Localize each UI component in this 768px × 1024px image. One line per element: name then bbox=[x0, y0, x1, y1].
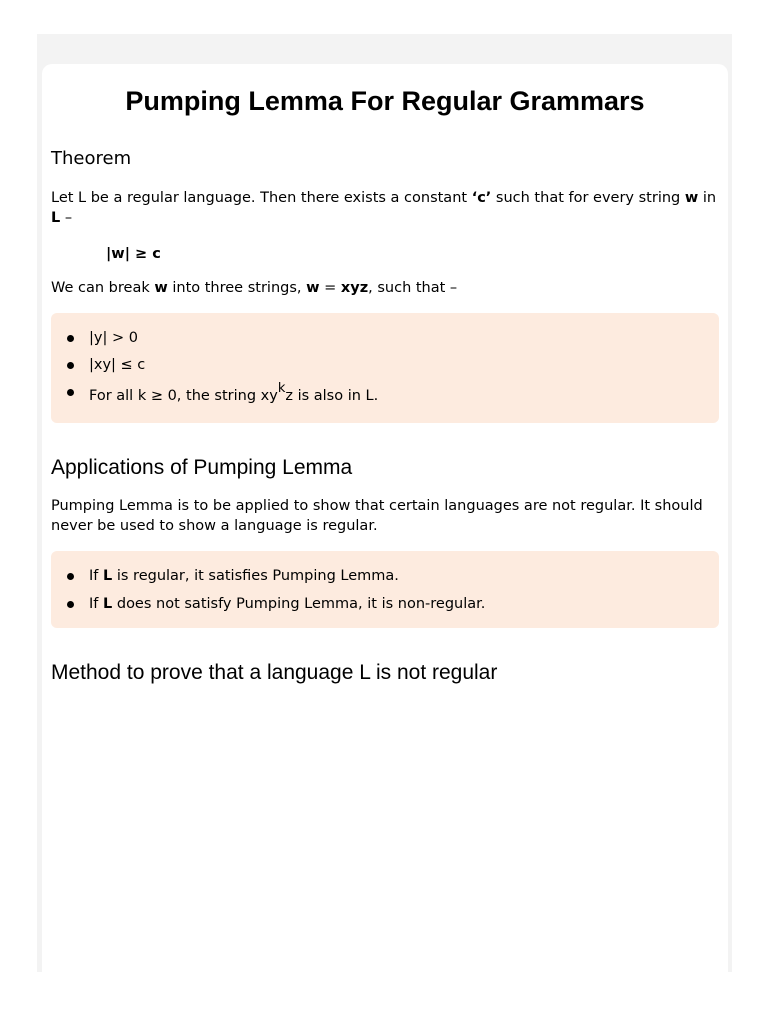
bullet-icon bbox=[67, 389, 74, 396]
var-w: w bbox=[154, 280, 168, 296]
superscript-k: k bbox=[277, 381, 286, 397]
bullet-icon bbox=[67, 601, 74, 608]
list-item-text: z is also in L. bbox=[285, 388, 379, 404]
applications-heading: Applications of Pumping Lemma bbox=[51, 456, 353, 479]
bullet-icon bbox=[67, 335, 74, 342]
applications-text: Pumping Lemma is to be applied to show that certain languages are not regular. It should never be used to show a language is regular. bbox=[51, 498, 703, 534]
list-item bbox=[51, 594, 485, 614]
text-span: We can break bbox=[51, 280, 155, 296]
length-condition: |w| ≥ c bbox=[106, 246, 161, 262]
var-w: w bbox=[306, 280, 320, 296]
theorem-intro bbox=[51, 188, 719, 228]
theorem-heading: Theorem bbox=[51, 148, 132, 169]
list-item-text: If bbox=[89, 596, 103, 612]
text-span: in bbox=[698, 190, 717, 206]
text-span: – bbox=[60, 210, 73, 226]
list-item-text: If bbox=[89, 568, 103, 584]
list-item-text: does not satisfy Pumping Lemma, it is non-regular. bbox=[112, 596, 486, 612]
list-item bbox=[51, 566, 399, 586]
article-card bbox=[42, 64, 728, 972]
text-span: into three strings, bbox=[167, 280, 307, 296]
applications-box bbox=[51, 551, 719, 628]
page-background bbox=[37, 34, 732, 972]
break-statement bbox=[51, 278, 719, 298]
list-item-text: |xy| ≤ c bbox=[89, 357, 146, 373]
list-item bbox=[51, 355, 145, 375]
var-xyz: xyz bbox=[340, 280, 369, 296]
list-item-text: For all k ≥ 0, the string xy bbox=[89, 388, 278, 404]
list-item bbox=[51, 381, 379, 406]
text-span: = bbox=[319, 280, 341, 296]
var-L: L bbox=[103, 596, 113, 612]
list-item-text: is regular, it satisfies Pumping Lemma. bbox=[112, 568, 399, 584]
bullet-icon bbox=[67, 573, 74, 580]
var-w: w bbox=[684, 190, 699, 206]
method-heading: Method to prove that a language L is not regular bbox=[51, 661, 498, 684]
text-span: Let L be a regular language. Then there exists a constant bbox=[51, 190, 472, 206]
page-title: Pumping Lemma For Regular Grammars bbox=[125, 86, 645, 116]
text-span: such that for every string bbox=[491, 190, 685, 206]
var-L: L bbox=[51, 210, 61, 226]
text-span: , such that – bbox=[368, 280, 458, 296]
var-L: L bbox=[103, 568, 113, 584]
list-item bbox=[51, 328, 138, 348]
constant-c: ‘c’ bbox=[471, 190, 492, 206]
bullet-icon bbox=[67, 362, 74, 369]
conditions-box bbox=[51, 313, 719, 423]
list-item-text: |y| > 0 bbox=[89, 330, 138, 346]
